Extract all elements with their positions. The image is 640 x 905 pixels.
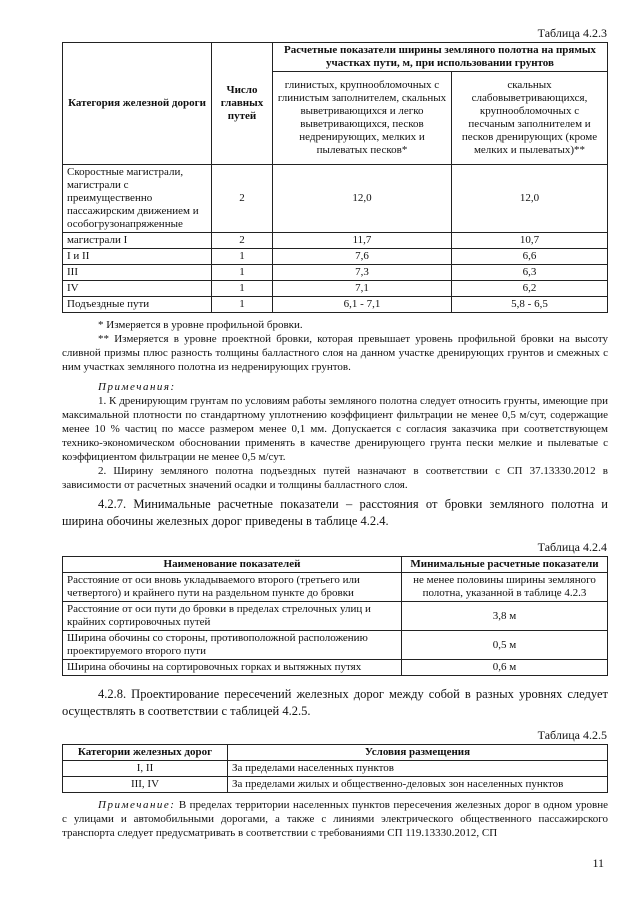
note-1: 1. К дренирующим грунтам по условиям работы земляного полотна следует относить грунты, имеющие при максимальной плотности по стандартному уплотнению коэффициент фильтрации не менее 0,5 м/сут, содержащие менее 10 % частиц по массе размером менее 0,1 мм. Допускается с согласия заказчика при соответствующем технико-экономическом обосновании применять в качестве дренирующего грунта пески мелкие и пылеватые с коэффициентом фильтрации не менее 0,5 м/сут. xyxy=(62,395,608,463)
table-423 xyxy=(62,42,608,313)
cell-value2: 6,6 xyxy=(452,249,608,265)
cell-category: IV xyxy=(63,281,212,297)
cell-category: Подъездные пути xyxy=(63,297,212,313)
cell-name: Расстояние от оси вновь укладываемого второго (третьего или четвертого) и крайнего пути на раздельном пункте до бровки xyxy=(63,573,402,602)
table-row xyxy=(63,660,608,676)
cell-conditions: За пределами жилых и общественно-деловых зон населенных пунктов xyxy=(228,777,608,793)
col-min-header: Минимальные расчетные показатели xyxy=(402,557,608,573)
cell-category: I и II xyxy=(63,249,212,265)
table-row xyxy=(63,631,608,660)
cell-name: Расстояние от оси пути до бровки в пределах стрелочных улиц и крайних сортировочных путей xyxy=(63,602,402,631)
cell-category: магистрали I xyxy=(63,233,212,249)
cell-category: Скоростные магистрали, магистрали с преимущественно пассажирским движением и особогрузонапряженные xyxy=(63,165,212,233)
notes-block xyxy=(62,318,608,492)
paragraph-4-2-7: 4.2.7. Минимальные расчетные показатели – расстояния от бровки земляного полотна и ширина обочины железных дорог приведены в таблице 4.2.4. xyxy=(62,497,608,528)
table-row xyxy=(63,165,608,233)
cell-category: I, II xyxy=(63,761,228,777)
table-row xyxy=(63,777,608,793)
cell-value2: 5,8 - 6,5 xyxy=(452,297,608,313)
note-2: 2. Ширину земляного полотна подъездных путей назначают в соответствии с СП 37.13330.2012 в зависимости от расчетных значений осадки и толщины балластного слоя. xyxy=(62,465,608,491)
cell-value2: 12,0 xyxy=(452,165,608,233)
cell-name: Ширина обочины со стороны, противоположной расположению проектируемого второго пути xyxy=(63,631,402,660)
table-row xyxy=(63,573,608,602)
col-name-header: Наименование показателей xyxy=(63,557,402,573)
paragraph-4-2-8: 4.2.8. Проектирование пересечений железных дорог между собой в разных уровнях следует осуществлять в соответствии с таблицей 4.2.5. xyxy=(62,687,608,718)
col-group-header: Расчетные показатели ширины земляного полотна на прямых участках пути, м, при использовании грунтов xyxy=(273,43,608,72)
cell-value1: 6,1 - 7,1 xyxy=(273,297,452,313)
cell-tracks: 2 xyxy=(212,233,273,249)
table-row xyxy=(63,297,608,313)
cell-tracks: 1 xyxy=(212,281,273,297)
cell-category: III xyxy=(63,265,212,281)
cell-value: 0,6 м xyxy=(402,660,608,676)
table-row xyxy=(63,602,608,631)
table-row xyxy=(63,249,608,265)
col-soil2-header: скальных слабовыветривающихся, крупнообломочных с песчаным заполнителем и песков дренирующих (кроме мелких и пылеватых)** xyxy=(452,72,608,165)
table-423-caption: Таблица 4.2.3 xyxy=(537,26,607,40)
footnote-star1: * Измеряется в уровне профильной бровки. xyxy=(98,319,303,331)
footnote-star2: ** Измеряется в уровне проектной бровки, которая превышает уровень профильной бровки на высоту сливной призмы плюс разность толщины балластного слоя на данном участке дренирующих грунтов и смежных с ним участках земляного полотна из недренирующих грунтов. xyxy=(62,333,608,373)
table-424-caption: Таблица 4.2.4 xyxy=(537,540,607,554)
cell-value: не менее половины ширины земляного полотна, указанной в таблице 4.2.3 xyxy=(402,573,608,602)
cell-value1: 7,6 xyxy=(273,249,452,265)
cell-tracks: 1 xyxy=(212,297,273,313)
table-row xyxy=(63,233,608,249)
table-row xyxy=(63,281,608,297)
notes-title: Примечания: xyxy=(98,381,176,393)
col-conditions-header: Условия размещения xyxy=(228,745,608,761)
cell-value2: 6,2 xyxy=(452,281,608,297)
table-row xyxy=(63,761,608,777)
table-425 xyxy=(62,744,608,793)
cell-tracks: 1 xyxy=(212,265,273,281)
cell-value1: 12,0 xyxy=(273,165,452,233)
page-number: 11 xyxy=(592,856,604,870)
col-soil1-header: глинистых, крупнообломочных с глинистым заполнителем, скальных выветривающихся и легко выветривающихся, песков недренирующих, мелких и пылеватых песков* xyxy=(273,72,452,165)
cell-value: 3,8 м xyxy=(402,602,608,631)
cell-value1: 7,1 xyxy=(273,281,452,297)
cell-value2: 6,3 xyxy=(452,265,608,281)
cell-conditions: За пределами населенных пунктов xyxy=(228,761,608,777)
final-note-label: Примечание: xyxy=(98,799,176,811)
table-425-caption: Таблица 4.2.5 xyxy=(537,728,607,742)
table-row xyxy=(63,265,608,281)
final-note xyxy=(62,798,608,840)
cell-tracks: 2 xyxy=(212,165,273,233)
cell-tracks: 1 xyxy=(212,249,273,265)
cell-name: Ширина обочины на сортировочных горках и вытяжных путях xyxy=(63,660,402,676)
col-category-header: Категории железных дорог xyxy=(63,745,228,761)
cell-value: 0,5 м xyxy=(402,631,608,660)
cell-value2: 10,7 xyxy=(452,233,608,249)
cell-category: III, IV xyxy=(63,777,228,793)
cell-value1: 7,3 xyxy=(273,265,452,281)
final-note-text: В пределах территории населенных пунктов пересечения железных дорог в одном уровне с улицами и автомобильными дорогами, а также с линиями электрического общественного пассажирского транспорта следует предусматривать в соответствии с требованиями СП 119.13330.2012, СП xyxy=(62,799,608,839)
col-category-header: Категория железной дороги xyxy=(63,43,212,165)
col-tracks-header: Число главных путей xyxy=(212,43,273,165)
cell-value1: 11,7 xyxy=(273,233,452,249)
table-424 xyxy=(62,556,608,676)
